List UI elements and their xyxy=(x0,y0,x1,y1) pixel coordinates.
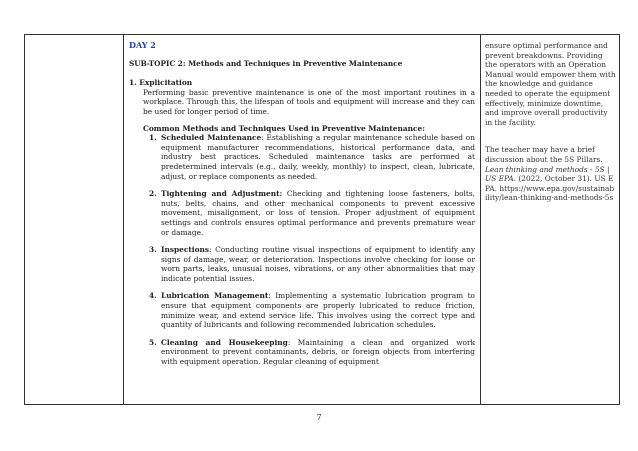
side-notes-cell xyxy=(485,41,616,403)
reference-title: Lean thinking and methods - 5S | US EPA. xyxy=(485,164,610,184)
method-text: Maintaining a clean and organized work environment to prevent contaminants, debris, or foreign objects from interfering with equipment operation. Regular cleaning of equipment xyxy=(161,337,475,367)
method-item xyxy=(129,245,475,283)
column-divider-right xyxy=(480,35,481,404)
method-number: 1. xyxy=(149,133,157,143)
column-divider-left xyxy=(123,35,124,404)
method-item xyxy=(129,189,475,237)
method-title: Scheduled Maintenance xyxy=(161,133,262,143)
method-item xyxy=(129,338,475,367)
reference-citation: (2022, October 31). US EPA. https://www.epa.gov/sustainability/lean-thinking-and-methods-5s xyxy=(485,174,615,203)
method-text: Establishing a regular maintenance schedule based on equipment manufacturer recommendations, historical performance data, and industry best practices. Scheduled maintenance tasks are performed at predetermined intervals (e.g., daily, weekly, monthly) to inspect, clean, lubricate, adjust, or replace components as needed. xyxy=(161,133,475,181)
methods-heading: Common Methods and Techniques Used in Preventive Maintenance: xyxy=(143,123,425,133)
method-separator: : xyxy=(287,337,291,347)
reference-intro: The teacher may have a brief discussion about the 5S Pillars. xyxy=(485,145,603,164)
method-separator: : xyxy=(209,245,212,255)
day-heading: DAY 2 xyxy=(129,41,156,50)
method-number: 2. xyxy=(149,189,157,199)
method-title: Inspections xyxy=(161,245,210,255)
side-note-paragraph: ensure optimal performance and prevent breakdowns. Providing the operators with an Operation Manual would empower them with the knowledge and guidance needed to operate the equipment effectively, minimize downtime, and improve overall productivity in the facility. xyxy=(485,41,616,127)
lesson-table xyxy=(24,34,620,405)
method-text: Checking and tightening loose fasteners, bolts, nuts, belts, chains, and other mechanical components to prevent excessive movement, misalignment, or loss of tension. Proper adjustment of equipment settings and controls ensures optimal performance and prevents premature wear or damage. xyxy=(161,189,475,237)
subtopic-heading: SUB-TOPIC 2: Methods and Techniques in Preventive Maintenance xyxy=(129,58,403,68)
method-title: Tightening and Adjustment: xyxy=(161,189,283,199)
method-number: 3. xyxy=(149,245,157,255)
method-title: Cleaning and Housekeeping xyxy=(161,337,288,347)
method-text: Implementing a systematic lubrication program to ensure that equipment components are properly lubricated to reduce friction, minimize wear, and extend service life. This involves using the correct type and quantity of lubricants and following recommended lubrication schedules. xyxy=(161,291,475,330)
method-number: 5. xyxy=(149,337,157,347)
method-item xyxy=(129,133,475,181)
side-note-reference xyxy=(485,145,616,203)
method-number: 4. xyxy=(149,291,157,301)
method-separator: : xyxy=(261,133,264,143)
method-separator: : xyxy=(268,291,271,301)
explicitation-text: Performing basic preventive maintenance is one of the most important routines in a workplace. Through this, the lifespan of tools and equipment will increase and they can be used for longer period of time. xyxy=(143,87,475,116)
method-item xyxy=(129,291,475,329)
page-number: 7 xyxy=(316,413,322,422)
method-title: Lubrication Management xyxy=(161,291,269,301)
main-content-cell xyxy=(129,41,475,403)
methods-list xyxy=(129,133,475,366)
explicitation-heading: 1. Explicitation xyxy=(129,78,193,88)
method-text: Conducting routine visual inspections of equipment to identify any signs of damage, wear, or deterioration. Inspections involve checking for loose or worn parts, leaks, unusual noises, vibrations, or any other abnormalities that may indicate potential issues. xyxy=(161,245,475,283)
